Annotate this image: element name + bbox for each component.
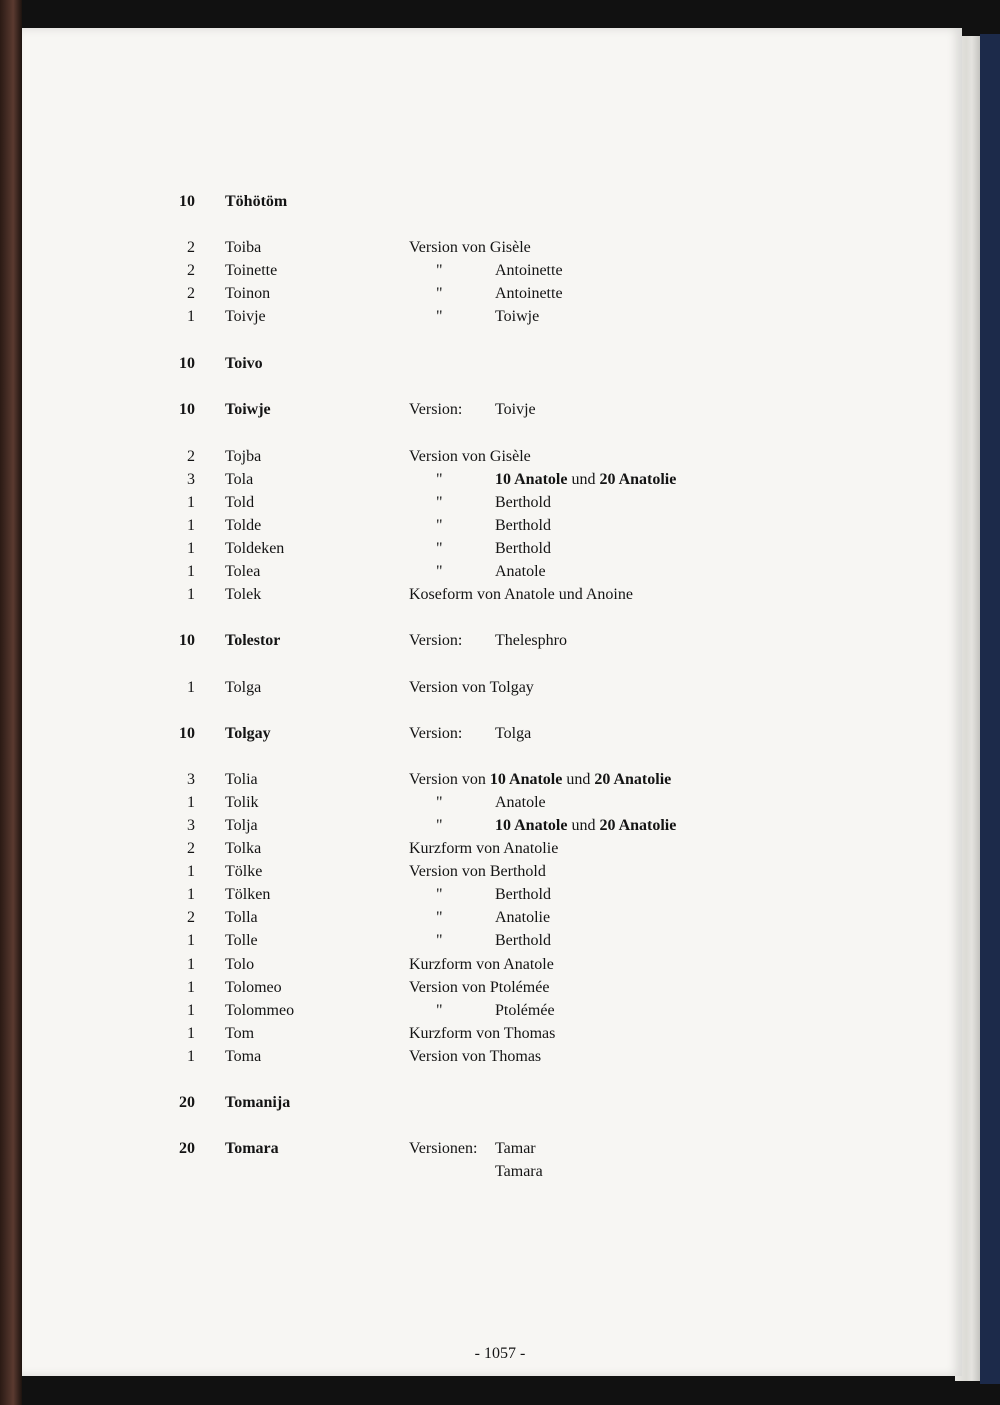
ditto-mark: " xyxy=(436,494,443,511)
entry-description: Kurzform von Anatole xyxy=(409,956,554,973)
entry-reference: Berthold xyxy=(495,540,551,557)
entry-count: 1 xyxy=(187,956,195,973)
entry-description: Kurzform von Thomas xyxy=(409,1025,556,1042)
entry-row xyxy=(0,814,1000,838)
entry-row xyxy=(0,1022,1000,1046)
entry-description: Version: xyxy=(409,401,463,418)
entry-count: 3 xyxy=(187,471,195,488)
entry-count: 3 xyxy=(187,771,195,788)
desc-bold-ref: 20 Anatolie xyxy=(594,771,672,788)
entry-name: Tolla xyxy=(225,909,258,926)
entry-reference: Berthold xyxy=(495,494,551,511)
entry-row xyxy=(0,583,1000,607)
ditto-mark: " xyxy=(436,308,443,325)
entry-count: 1 xyxy=(187,308,195,325)
entry-description: Version von Berthold xyxy=(409,863,546,880)
entry-row xyxy=(0,491,1000,515)
entry-reference: Thelesphro xyxy=(495,632,567,649)
entry-reference: Antoinette xyxy=(495,285,563,302)
entry-row xyxy=(0,468,1000,492)
entry-count: 2 xyxy=(187,262,195,279)
entry-count: 1 xyxy=(187,679,195,696)
entry-row xyxy=(0,676,1000,700)
entry-count: 2 xyxy=(187,840,195,857)
entry-reference: Berthold xyxy=(495,517,551,534)
entry-name: Tolia xyxy=(225,771,258,788)
entry-row xyxy=(0,768,1000,792)
entry-reference: Antoinette xyxy=(495,262,563,279)
desc-connector: und xyxy=(562,771,595,788)
ditto-mark: " xyxy=(436,932,443,949)
entry-count: 20 xyxy=(179,1094,195,1111)
entry-reference: Berthold xyxy=(495,886,551,903)
entry-description: Version: xyxy=(409,725,463,742)
entry-name: Told xyxy=(225,494,255,511)
entry-row xyxy=(0,999,1000,1023)
ditto-mark: " xyxy=(436,794,443,811)
entry-name: Tolek xyxy=(225,586,262,603)
entry-description: Version von Thomas xyxy=(409,1048,542,1065)
entry-name: Toiwje xyxy=(225,401,271,418)
entry-description: Version von Tolgay xyxy=(409,679,534,696)
entry-name: Tolgay xyxy=(225,725,271,742)
entry-count: 10 xyxy=(179,355,195,372)
ref-connector: und xyxy=(567,817,600,834)
entry-count: 1 xyxy=(187,932,195,949)
entry-count: 10 xyxy=(179,193,195,210)
entry-row xyxy=(0,929,1000,953)
ref-connector: und xyxy=(567,471,600,488)
entry-reference: Ptolémée xyxy=(495,1002,555,1019)
ditto-mark: " xyxy=(436,1002,443,1019)
entry-row xyxy=(0,1091,1000,1115)
entry-name: Toivo xyxy=(225,355,263,372)
entry-reference: Tamara xyxy=(495,1163,543,1180)
entry-row xyxy=(0,906,1000,930)
ditto-mark: " xyxy=(436,517,443,534)
entry-row xyxy=(0,190,1000,214)
entry-count: 2 xyxy=(187,448,195,465)
entry-row xyxy=(0,883,1000,907)
entry-count: 2 xyxy=(187,909,195,926)
entry-count: 3 xyxy=(187,817,195,834)
entry-row xyxy=(0,837,1000,861)
entry-row xyxy=(0,1160,1000,1184)
entry-name: Tolle xyxy=(225,932,258,949)
entry-name: Tolea xyxy=(225,563,261,580)
entry-name: Tojba xyxy=(225,448,262,465)
entry-name: Tolga xyxy=(225,679,262,696)
entry-name: Tolommeo xyxy=(225,1002,295,1019)
entry-count: 1 xyxy=(187,1025,195,1042)
entry-count: 2 xyxy=(187,239,195,256)
entry-name: Tomara xyxy=(225,1140,279,1157)
entry-reference: Anatole xyxy=(495,794,546,811)
entry-reference: Anatole xyxy=(495,563,546,580)
entry-row xyxy=(0,1137,1000,1161)
entry-count: 1 xyxy=(187,1048,195,1065)
entry-reference: Toivje xyxy=(495,401,536,418)
entry-count: 10 xyxy=(179,401,195,418)
entry-name: Tolja xyxy=(225,817,258,834)
ditto-mark: " xyxy=(436,886,443,903)
entry-name: Toiba xyxy=(225,239,262,256)
entry-row xyxy=(0,976,1000,1000)
ref-bold: 20 Anatolie xyxy=(599,817,677,834)
ditto-mark: " xyxy=(436,471,443,488)
entry-count: 1 xyxy=(187,586,195,603)
entry-reference: Tolga xyxy=(495,725,532,742)
entry-row xyxy=(0,1045,1000,1069)
entry-name: Töhötöm xyxy=(225,193,288,210)
desc-bold-ref: 10 Anatole xyxy=(489,771,563,788)
entry-count: 20 xyxy=(179,1140,195,1157)
ref-bold: 10 Anatole xyxy=(495,817,568,834)
entry-name: Tolestor xyxy=(225,632,281,649)
entry-count: 1 xyxy=(187,494,195,511)
entry-count: 1 xyxy=(187,794,195,811)
entry-description: Version von Gisèle xyxy=(409,239,531,256)
entry-count: 1 xyxy=(187,517,195,534)
entry-name: Tölke xyxy=(225,863,263,880)
entry-row xyxy=(0,514,1000,538)
entry-row xyxy=(0,560,1000,584)
entry-name: Tolo xyxy=(225,956,255,973)
entry-row xyxy=(0,236,1000,260)
entry-count: 1 xyxy=(187,540,195,557)
entry-reference: Anatolie xyxy=(495,909,551,926)
entry-row xyxy=(0,629,1000,653)
ref-bold: 20 Anatolie xyxy=(599,471,677,488)
entry-name: Tolde xyxy=(225,517,262,534)
entry-name: Toinon xyxy=(225,285,271,302)
entry-count: 1 xyxy=(187,863,195,880)
entry-row xyxy=(0,398,1000,422)
entry-description: Version von Gisèle xyxy=(409,448,531,465)
entry-row xyxy=(0,953,1000,977)
page-number: - 1057 - xyxy=(474,1345,526,1362)
ditto-mark: " xyxy=(436,262,443,279)
entry-name: Tom xyxy=(225,1025,255,1042)
ditto-mark: " xyxy=(436,285,443,302)
entry-row xyxy=(0,445,1000,469)
entry-name: Toivje xyxy=(225,308,266,325)
entry-name: Toldeken xyxy=(225,540,285,557)
entry-name: Tolka xyxy=(225,840,262,857)
entry-row xyxy=(0,352,1000,376)
entry-count: 1 xyxy=(187,979,195,996)
ditto-mark: " xyxy=(436,563,443,580)
entry-name: Tomanija xyxy=(225,1094,291,1111)
entry-row xyxy=(0,259,1000,283)
entry-count: 1 xyxy=(187,563,195,580)
ditto-mark: " xyxy=(436,540,443,557)
entry-row xyxy=(0,282,1000,306)
entry-count: 2 xyxy=(187,285,195,302)
ref-bold: 10 Anatole xyxy=(495,471,568,488)
entry-count: 1 xyxy=(187,886,195,903)
entry-count: 10 xyxy=(179,725,195,742)
entry-row xyxy=(0,860,1000,884)
entry-reference: Berthold xyxy=(495,932,551,949)
entry-row xyxy=(0,305,1000,329)
ditto-mark: " xyxy=(436,817,443,834)
desc-text: Version von xyxy=(409,771,490,788)
entry-name: Toma xyxy=(225,1048,262,1065)
entry-name: Tolik xyxy=(225,794,259,811)
entry-reference: Tamar xyxy=(495,1140,536,1157)
entry-count: 1 xyxy=(187,1002,195,1019)
entry-row xyxy=(0,791,1000,815)
entry-reference: Toiwje xyxy=(495,308,540,325)
entry-count: 10 xyxy=(179,632,195,649)
entry-description: Versionen: xyxy=(409,1140,478,1157)
entry-reference xyxy=(495,814,676,838)
entry-description: Kurzform von Anatolie xyxy=(409,840,559,857)
entry-name: Tola xyxy=(225,471,254,488)
ditto-mark: " xyxy=(436,909,443,926)
entry-reference xyxy=(495,468,676,492)
entry-name: Tölken xyxy=(225,886,271,903)
entry-name: Toinette xyxy=(225,262,278,279)
entry-description xyxy=(409,768,671,792)
entry-description: Koseform von Anatole und Anoine xyxy=(409,586,633,603)
entry-description: Version von Ptolémée xyxy=(409,979,550,996)
entry-row xyxy=(0,537,1000,561)
entry-name: Tolomeo xyxy=(225,979,282,996)
entry-row xyxy=(0,722,1000,746)
entry-description: Version: xyxy=(409,632,463,649)
